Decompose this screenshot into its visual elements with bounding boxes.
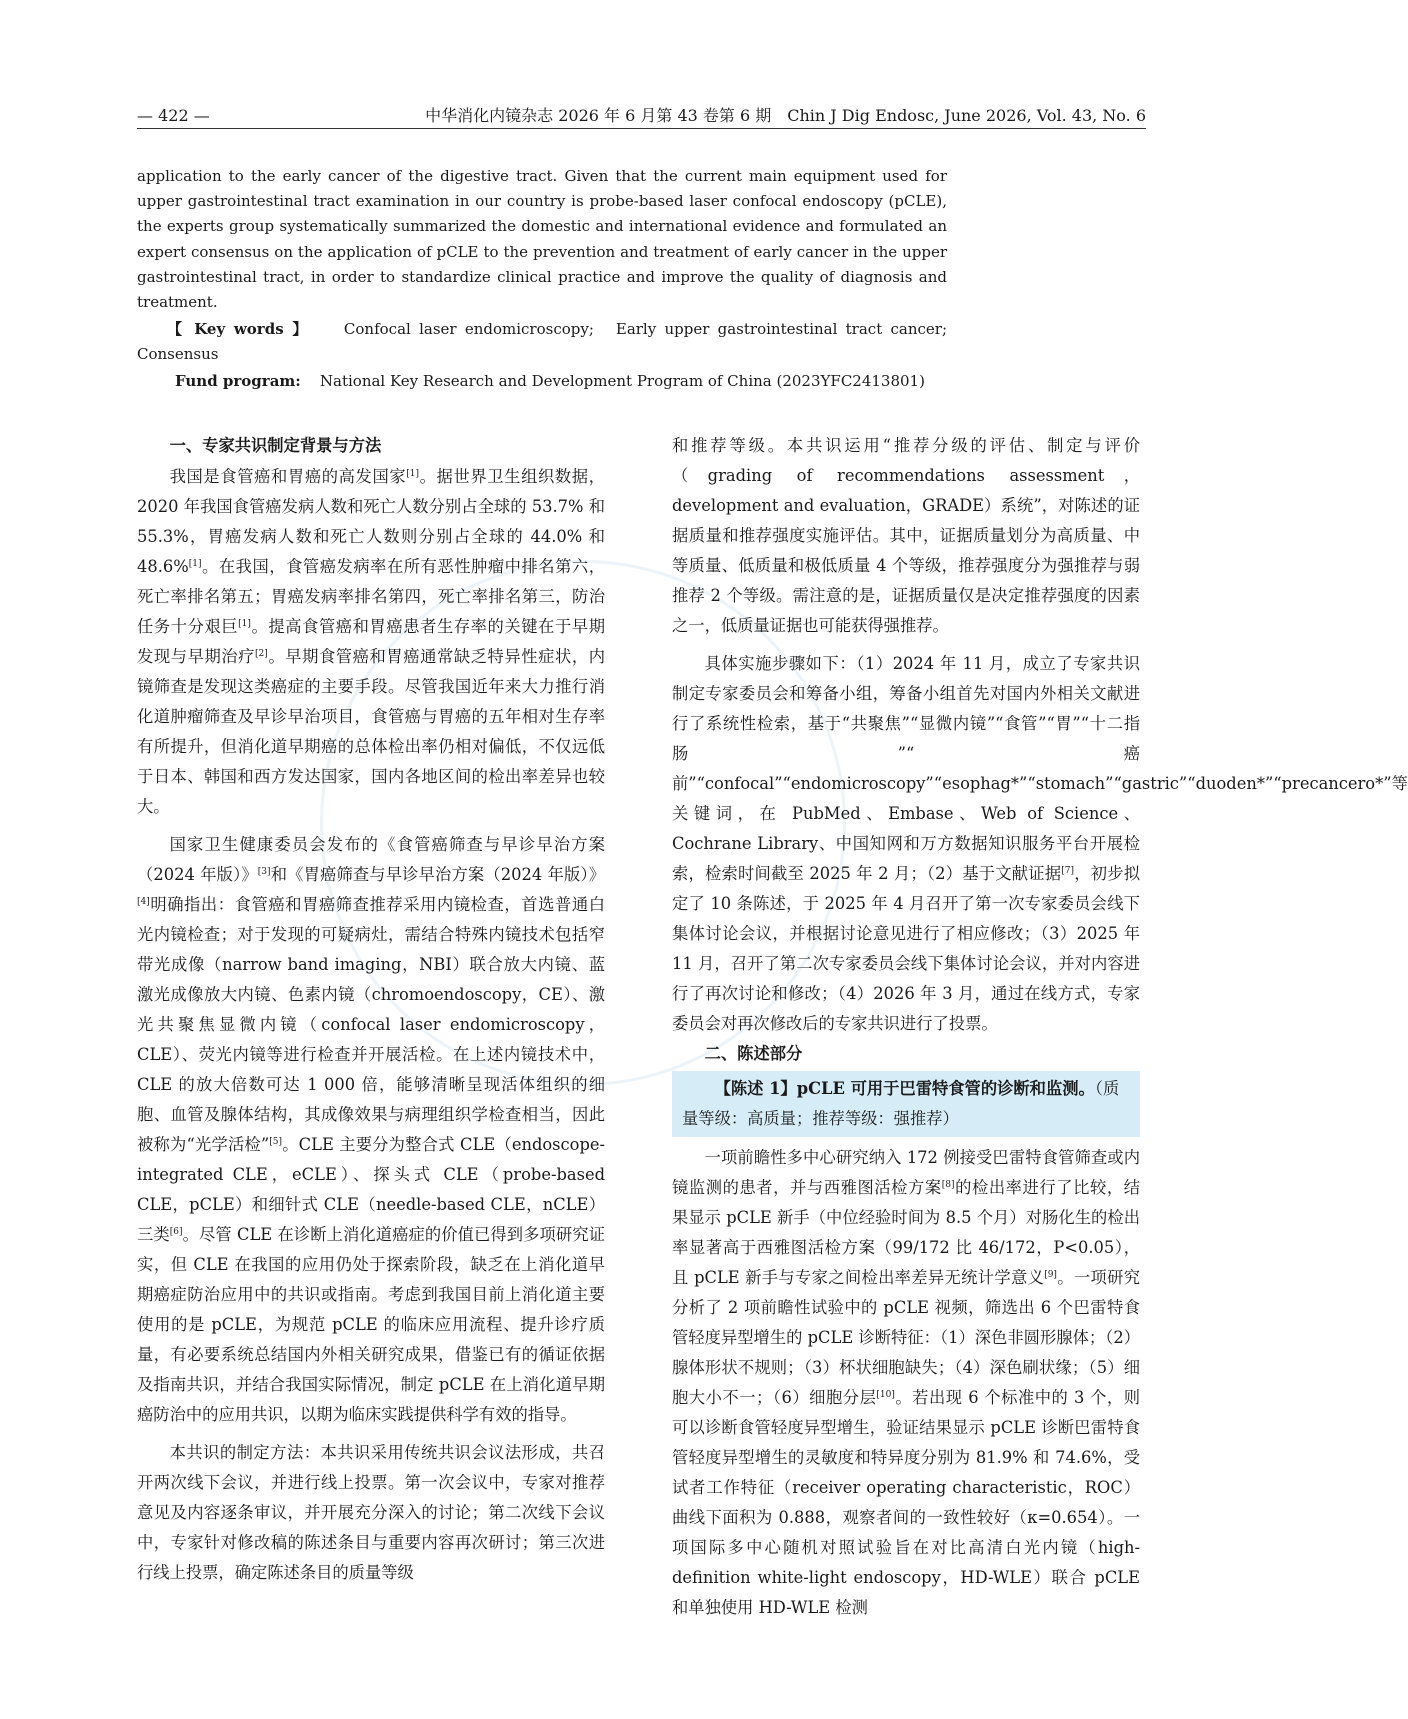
abstract-continuation: application to the early cancer of the digestive tract. Given that the current main equipment used for upper gastrointestinal tract examination in our country is probe-based laser confocal endoscopy (pCLE), the experts group systematically summarized the domestic and international evidence and formulated an expert consensus on the application of pCLE to the prevention and treatment of early cancer in the upper gastrointestinal tract, in order to standardize clinical practice and improve the quality of diagnosis and treatment. (137, 167, 947, 312)
section-heading-background: 一、专家共识制定背景与方法 (169, 436, 382, 455)
paragraph: 我国是食管癌和胃癌的高发国家[1]。据世界卫生组织数据，2020 年我国食管癌发病人数和死亡人数分别占全球的 53.7% 和 55.3%，胃癌发病人数和死亡人数则分别占全球的 44.0% 和 48.6%[1]。在我国，食管癌发病率在所有恶性肿瘤中排名第六，死亡率排名第五；胃癌发病率排名第四，死亡率排名第三，防治任务十分艰巨[1]。提高食管癌和胃癌患者生存率的关键在于早期发现与早期治疗[2]。早期食管癌和胃癌通常缺乏特异性症状，内镜筛查是发现这类癌症的主要手段。尽管我国近年来大力推行消化道肿瘤筛查及早诊早治项目，食管癌与胃癌的五年相对生存率有所提升，但消化道早期癌的总体检出率仍相对偏低，不仅远低于日本、韩国和西方发达国家，国内各地区间的检出率差异也较大。 (137, 467, 605, 816)
section-heading-statements: 二、陈述部分 (704, 1044, 803, 1063)
left-column (137, 431, 605, 1588)
paragraph: 一项前瞻性多中心研究纳入 172 例接受巴雷特食管筛查或内镜监测的患者，并与西雅图活检方案[8]的检出率进行了比较，结果显示 pCLE 新手（中位经验时间为 8.5 个月）对肠化生的检出率显著高于西雅图活检方案（99/172 比 46/172，P<0.05），且 pCLE 新手与专家之间检出率差异无统计学意义[9]。一项研究分析了 2 项前瞻性试验中的 pCLE 视频，筛选出 6 个巴雷特食管轻度异型增生的 pCLE 诊断特征：（1）深色非圆形腺体；（2）腺体形状不规则；（3）杯状细胞缺失；（4）深色刷状缘；（5）细胞大小不一；（6）细胞分层[10]。若出现 6 个标准中的 3 个，则可以诊断食管轻度异型增生，验证结果显示 pCLE 诊断巴雷特食管轻度异型增生的灵敏度和特异度分别为 81.9% 和 74.6%，受试者工作特征（receiver operating characteristic，ROC）曲线下面积为 0.888，观察者间的一致性较好（κ=0.654）。一项国际多中心随机对照试验旨在对比高清白光内镜（high-definition white-light endoscopy，HD-WLE）联合 pCLE 和单独使用 HD-WLE 检测 (672, 1148, 1140, 1617)
page-number: — 422 — (137, 106, 210, 125)
right-column (672, 431, 1408, 1623)
statement-box (672, 1071, 1140, 1137)
keywords-label: 【 Key words 】 (167, 320, 311, 339)
journal-citation: 中华消化内镜杂志 2026 年 6 月第 43 卷第 6 期 Chin J Dig Endosc, June 2026, Vol. 43, No. 6 (425, 106, 1146, 125)
fund-text: National Key Research and Development Program of China (2023YFC2413801) (319, 371, 925, 390)
keywords-line (137, 317, 947, 367)
fund-label: Fund program: (175, 371, 301, 390)
running-header (137, 103, 1146, 129)
paragraph: 具体实施步骤如下：（1）2024 年 11 月，成立了专家共识制定专家委员会和筹备小组，筹备小组首先对国内外相关文献进行了系统性检索，基于“共聚焦”“显微内镜”“食管”“胃”“十二指肠”“癌前”“confocal”“endomicroscopy”“esophag*”“stomach”“gastric”“duoden*”“precancero*”等关键词，在 PubMed、Embase、Web of Science、Cochrane Library、中国知网和万方数据知识服务平台开展检索，检索时间截至 2025 年 2 月；（2）基于文献证据[7]，初步拟定了 10 条陈述，于 2025 年 4 月召开了第一次专家委员会线下集体讨论会议，并根据讨论意见进行了相应修改；（3）2025 年 11 月，召开了第二次专家委员会线下集体讨论会议，并对内容进行了再次讨论和修改；（4）2026 年 3 月，通过在线方式，专家委员会对再次修改后的专家共识进行了投票。 (672, 654, 1408, 1033)
keywords-text: Confocal laser endomicroscopy; Early upper gastrointestinal tract cancer; Consensus (137, 320, 947, 364)
paragraph-continuation: 和推荐等级。本共识运用“推荐分级的评估、制定与评价（grading of recommendations assessment，development and evaluation，GRADE）系统”，对陈述的证据质量和推荐强度实施评估。其中，证据质量划分为高质量、中等质量、低质量和极低质量 4 个等级，推荐强度分为强推荐与弱推荐 2 个等级。需注意的是，证据质量仅是决定推荐强度的因素之一，低质量证据也可能获得强推荐。 (672, 436, 1140, 635)
fund-line (137, 369, 947, 394)
paragraph: 本共识的制定方法：本共识采用传统共识会议法形成，共召开两次线下会议，并进行线上投票。第一次会议中，专家对推荐意见及内容逐条审议，并开展充分深入的讨论；第二次线下会议中，专家针对修改稿的陈述条目与重要内容再次研讨；第三次进行线上投票，确定陈述条目的质量等级 (137, 1443, 605, 1582)
paragraph: 国家卫生健康委员会发布的《食管癌筛查与早诊早治方案（2024 年版）》[3]和《胃癌筛查与早诊早治方案（2024 年版）》[4]明确指出：食管癌和胃癌筛查推荐采用内镜检查，首选普通白光内镜检查；对于发现的可疑病灶，需结合特殊内镜技术包括窄带光成像（narrow band imaging，NBI）联合放大内镜、蓝激光成像放大内镜、色素内镜（chromoendoscopy，CE）、激光共聚焦显微内镜（confocal laser endomicroscopy，CLE）、荧光内镜等进行检查并开展活检。在上述内镜技术中，CLE 的放大倍数可达 1 000 倍，能够清晰呈现活体组织的细胞、血管及腺体结构，其成像效果与病理组织学检查相当，因此被称为“光学活检”[5]。CLE 主要分为整合式 CLE（endoscope-integrated CLE，eCLE）、探头式 CLE（probe-based CLE，pCLE）和细针式 CLE（needle-based CLE，nCLE）三类[6]。尽管 CLE 在诊断上消化道癌症的价值已得到多项研究证实，但 CLE 在我国的应用仍处于探索阶段，缺乏在上消化道早期癌症防治应用中的共识或指南。考虑到我国目前上消化道主要使用的是 pCLE，为规范 pCLE 的临床应用流程、提升诊疗质量，有必要系统总结国内外相关研究成果，借鉴已有的循证依据及指南共识，并结合我国实际情况，制定 pCLE 在上消化道早期癌防治中的应用共识，以期为临床实践提供科学有效的指导。 (137, 835, 606, 1424)
statement-grade: （质量等级：高质量；推荐等级：强推荐） (682, 1079, 1120, 1128)
statement-title: 【陈述 1】pCLE 可用于巴雷特食管的诊断和监测。 (714, 1079, 1095, 1098)
english-abstract (137, 164, 947, 394)
header-rule (137, 128, 1146, 129)
